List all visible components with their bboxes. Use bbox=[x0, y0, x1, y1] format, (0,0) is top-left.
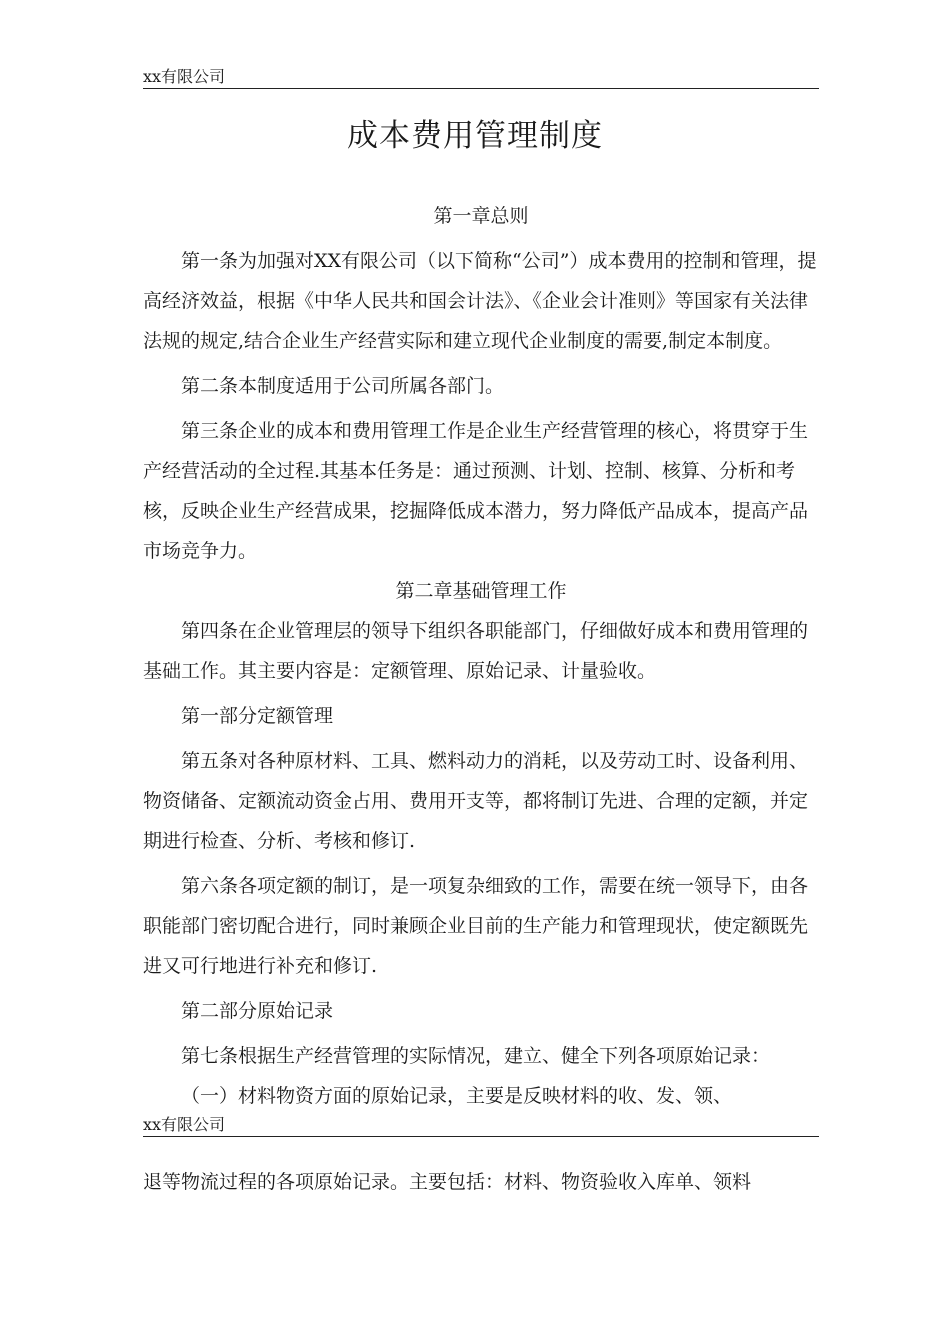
chapter-heading-2: 第二章基础管理工作 bbox=[395, 580, 567, 602]
article-1: 第一条为加强对XX有限公司（以下简称“公司”）成本费用的控制和管理，提高经济效益，根据《中华人民共和国会计法》、《企业会计准则》等国家有关法律法规的规定,结合企业生产经营实际和建立现代企业制度的需要,制定本制度。 bbox=[143, 250, 817, 352]
section-heading-records: 第二部分原始记录 bbox=[181, 1000, 334, 1022]
article-6: 第六条各项定额的制订，是一项复杂细致的工作，需要在统一领导下，由各职能部门密切配合进行，同时兼顾企业目前的生产能力和管理现状，使定额既先进又可行地进行补充和修订. bbox=[143, 875, 809, 977]
page-header bbox=[143, 67, 819, 89]
article-5: 第五条对各种原材料、工具、燃料动力的消耗，以及劳动工时、设备利用、物资储备、定额流动资金占用、费用开支等，都将制订先进、合理的定额，并定期进行检查、分析、考核和修订. bbox=[143, 750, 809, 852]
header-company-2: xx有限公司 bbox=[143, 1115, 226, 1134]
page-header-2 bbox=[143, 1115, 819, 1137]
list-item-1: （一）材料物资方面的原始记录，主要是反映材料的收、发、领、 bbox=[181, 1085, 733, 1107]
document-body bbox=[143, 196, 819, 1116]
article-4: 第四条在企业管理层的领导下组织各职能部门，仔细做好成本和费用管理的基础工作。其主要内容是：定额管理、原始记录、计量验收。 bbox=[143, 620, 809, 682]
document-body-page-2 bbox=[143, 1162, 819, 1202]
section-heading-quota: 第一部分定额管理 bbox=[181, 705, 334, 727]
list-item-1-continued: 退等物流过程的各项原始记录。主要包括：材料、物资验收入库单、领料 bbox=[143, 1171, 752, 1193]
header-company: xx有限公司 bbox=[143, 67, 226, 86]
article-7: 第七条根据生产经营管理的实际情况，建立、健全下列各项原始记录： bbox=[181, 1045, 771, 1067]
document-title: 成本费用管理制度 bbox=[347, 118, 603, 154]
chapter-heading-1: 第一章总则 bbox=[433, 205, 529, 227]
article-2: 第二条本制度适用于公司所属各部门。 bbox=[181, 375, 505, 397]
article-3: 第三条企业的成本和费用管理工作是企业生产经营管理的核心，将贯穿于生产经营活动的全过程.其基本任务是：通过预测、计划、控制、核算、分析和考核，反映企业生产经营成果，挖掘降低成本潜力，努力降低产品成本，提高产品市场竞争力。 bbox=[143, 420, 809, 562]
